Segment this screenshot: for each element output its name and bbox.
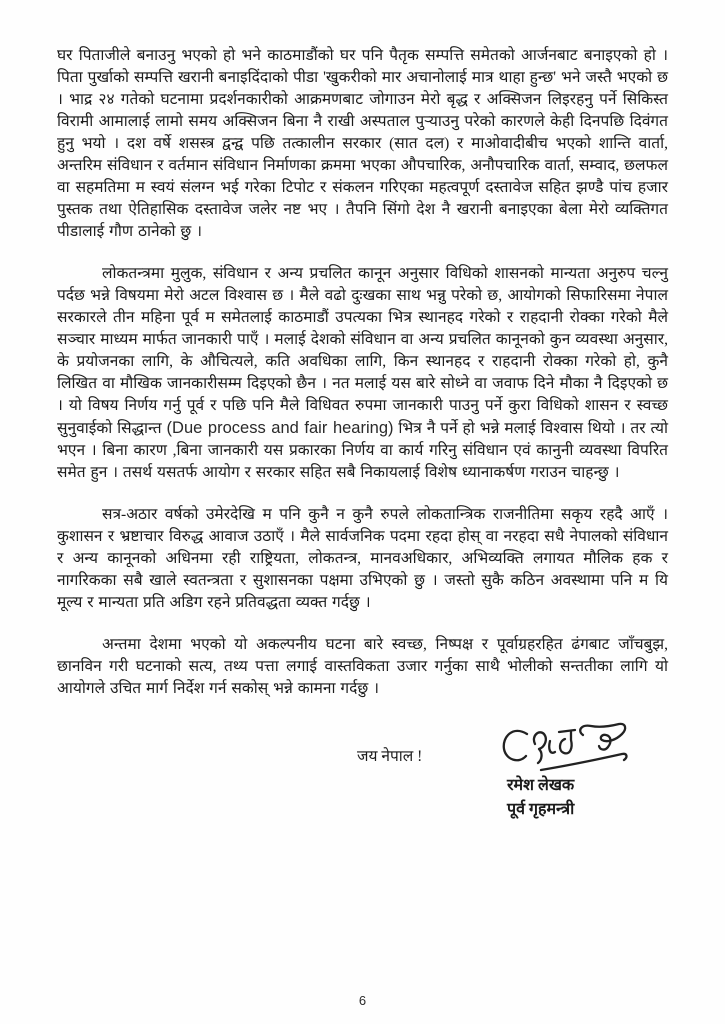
salutation: जय नेपाल ! [357, 748, 423, 765]
signature-block [495, 720, 650, 822]
paragraph-4: अन्तमा देशमा भएको यो अकल्पनीय घटना बारे स्वच्छ, निष्पक्ष र पूर्वाग्रहरहित ढंगबाट जाँचबुझ, छानविन गरी घटनाको सत्य, तथ्य पत्ता लगाई वास्तविकता उजार गर्नुका साथै भोलीको सन्ततीका लागि यो आयोगले उचित मार्ग निर्देश गर्न सकोस् भन्ने कामना गर्दछु । [57, 636, 668, 697]
signer-title: पूर्व गृहमन्त्री [507, 801, 575, 818]
paragraph-2 [57, 263, 668, 484]
closing-section [57, 720, 668, 840]
page-number: 6 [358, 993, 367, 1008]
handwritten-signature-image [497, 720, 637, 776]
paragraph-1: घर पिताजीले बनाउनु भएको हो भने काठमाडौंको घर पनि पैतृक सम्पत्ति समेतको आर्जनबाट बनाइएको हो । पिता पुर्खाको सम्पत्ति खरानी बनाइदिंदाको पीडा 'खुकरीको मार अचानोलाई मात्र थाहा हुन्छ' भने जस्तै भएको छ । भाद्र २४ गतेको घटनामा प्रदर्शनकारीको आक्रमणबाट जोगाउन मेरो बृद्ध र अक्सिजन लिइरहनु पर्ने सिकिस्त विरामी आमालाई लामो समय अक्सिजन बिना नै राखी अस्पताल पुऱ्याउनु परेको कारणले केही दिनपछि दिवंगत हुनु भयो । दश वर्षे शसस्त्र द्वन्द्व पछि तत्कालीन सरकार (सात दल) र माओवादीबीच भएको शान्ति वार्ता, अन्तरिम संविधान र वर्तमान संविधान निर्माणका क्रममा भएका औपचारिक, अनौपचारिक वार्ता, सम्वाद, छलफल वा सहमतिमा म स्वयं संलग्न भई गरेका टिपोट र संकलन गरिएका महत्वपूर्ण दस्तावेज सहित झण्डै पांच हजार पुस्तक तथा ऐतिहासिक दस्तावेज जलेर नष्ट भए । तैपनि सिंगो देश नै खरानी बनाइएका बेला मेरो व्यक्तिगत पीडालाई गौण ठानेको छु । [57, 47, 668, 240]
paragraph-2-latin-phrase: (Due process and fair hearing) [166, 419, 394, 437]
signer-name: रमेश लेखक [507, 777, 575, 794]
paragraph-3: सत्र-अठार वर्षको उमेरदेखि म पनि कुनै न कुनै रुपले लोकतान्त्रिक राजनीतिमा सकृय रहदै आएँ । कुशासन र भ्रष्टाचार विरुद्ध आवाज उठाएँ । मैले सार्वजनिक पदमा रहदा होस् वा नरहदा सधै नेपालको संविधान र अन्य कानूनको अधिनमा रही राष्ट्रियता, लोकतन्त्र, मानवअधिकार, अभिव्यक्ति लगायत मौलिक हक र नागरिकका सबै खाले स्वतन्त्रता र सुशासनका पक्षमा उभिएको छु । जस्तो सुकै कठिन अवस्थामा पनि म यि मूल्य र मान्यता प्रति अडिग रहने प्रतिवद्धता व्यक्त गर्दछु । [57, 506, 668, 611]
paragraph-2-text-after: भित्र नै पर्ने हो भन्ने मलाई विश्वास थियो । तर त्यो भएन । बिना कारण ,बिना जानकारी यस प्रकारका निर्णय वा कार्य गरिनु संविधान एवं कानुनी व्यवस्था विपरित समेत हुन । तसर्थ यसतर्फ आयोग र सरकार सहित सबै निकायलाई विशेष ध्यानाकर्षण गराउन चाहन्छु । [57, 420, 668, 481]
paragraph-2-text-before: लोकतन्त्रमा मुलुक, संविधान र अन्य प्रचलित कानून अनुसार विधिको शासनको मान्यता अनुरुप चल्नु पर्दछ भन्ने विषयमा मेरो अटल विश्वास छ । मैले वढो दुःखका साथ भन्नु परेको छ, आयोगको सिफारिसमा नेपाल सरकारले तीन महिना पूर्व म समेतलाई काठमाडौं उपत्यका भित्र स्थानहद गरेको र राहदानी रोक्का गरेको मैले सञ्चार माध्यम मार्फत जानकारी पाएँ । मलाई देशको संविधान वा अन्य प्रचलित कानूनको कुन व्यवस्था अनुसार, के प्रयोजनका लागि, के औचित्यले, कति अवधिका लागि, किन स्थानहद र राहदानी रोक्का गरेको हो, कुनै लिखित वा मौखिक जानकारीसम्म दिइएको छैन । नत मलाई यस बारे सोध्ने वा जवाफ दिने मौका नै दिइएको छ । यो विषय निर्णय गर्नु पूर्व र पछि पनि मैले विधिवत रुपमा जानकारी पाउनु पर्ने कुरा विधिको शासन र स्वच्छ सुनुवाईको सिद्धान्त [57, 265, 668, 437]
